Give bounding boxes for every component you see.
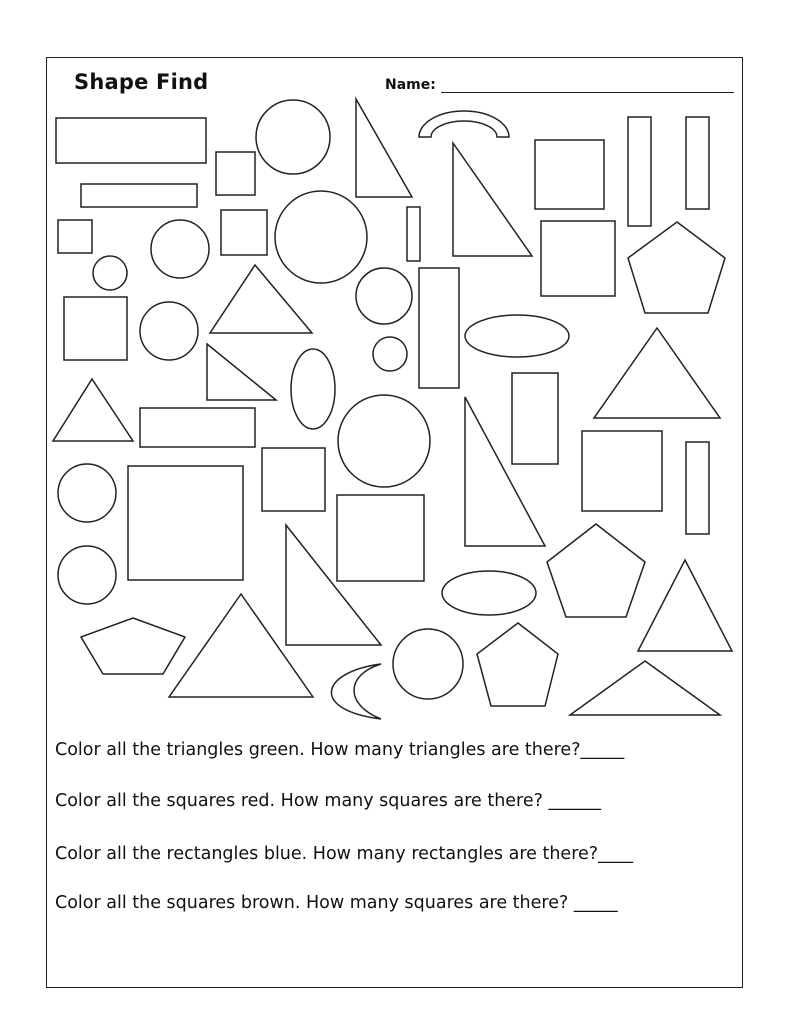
question-triangles: Color all the triangles green. How many triangles are there?_____ (55, 740, 625, 760)
shape-rectangle (407, 207, 420, 261)
shape-circle (256, 100, 330, 174)
shape-square (535, 140, 604, 209)
question-squares-red: Color all the squares red. How many squares are there? ______ (55, 791, 601, 811)
shape-square (582, 431, 662, 511)
question-squares-brown: Color all the squares brown. How many squares are there? _____ (55, 893, 618, 913)
shape-square (64, 297, 127, 360)
shape-rectangle (686, 117, 709, 209)
shape-ellipse (465, 315, 569, 357)
shape-ellipse (442, 571, 536, 615)
name-label: Name: (385, 77, 436, 93)
shape-triangle (453, 143, 532, 256)
shape-rectangle (628, 117, 651, 226)
shape-rectangle (140, 408, 255, 447)
shape-rectangle (419, 268, 459, 388)
shape-square (337, 495, 424, 581)
shape-rectangle (512, 373, 558, 464)
question-rectangles: Color all the rectangles blue. How many rectangles are there?____ (55, 844, 634, 864)
shape-circle (93, 256, 127, 290)
shape-triangle (53, 379, 133, 441)
shape-triangle (570, 661, 720, 715)
shape-square (128, 466, 243, 580)
shape-circle (373, 337, 407, 371)
shape-circle (140, 302, 198, 360)
shape-triangle (638, 560, 732, 651)
shape-pentagon (547, 524, 645, 617)
shape-pentagon (628, 222, 725, 313)
shape-arch (419, 111, 509, 137)
shape-square (216, 152, 255, 195)
shape-rectangle (686, 442, 709, 534)
shape-circle (338, 395, 430, 487)
shape-square (221, 210, 267, 255)
shape-rectangle (56, 118, 206, 163)
shape-circle (58, 546, 116, 604)
shape-triangle (356, 99, 412, 197)
shape-pentagon (477, 623, 558, 706)
shape-circle (151, 220, 209, 278)
shape-pentagon (81, 618, 185, 674)
shape-rectangle (81, 184, 197, 207)
shape-circle (393, 629, 463, 699)
shape-crescent (331, 664, 381, 719)
page-title: Shape Find (74, 70, 209, 94)
shape-circle (356, 268, 412, 324)
shape-square (262, 448, 325, 511)
shape-circle (275, 191, 367, 283)
shape-square (541, 221, 615, 296)
shape-circle (58, 464, 116, 522)
shape-ellipse (291, 349, 335, 429)
shape-triangle (594, 328, 720, 418)
shape-triangle (207, 344, 276, 400)
shape-square (58, 220, 92, 253)
